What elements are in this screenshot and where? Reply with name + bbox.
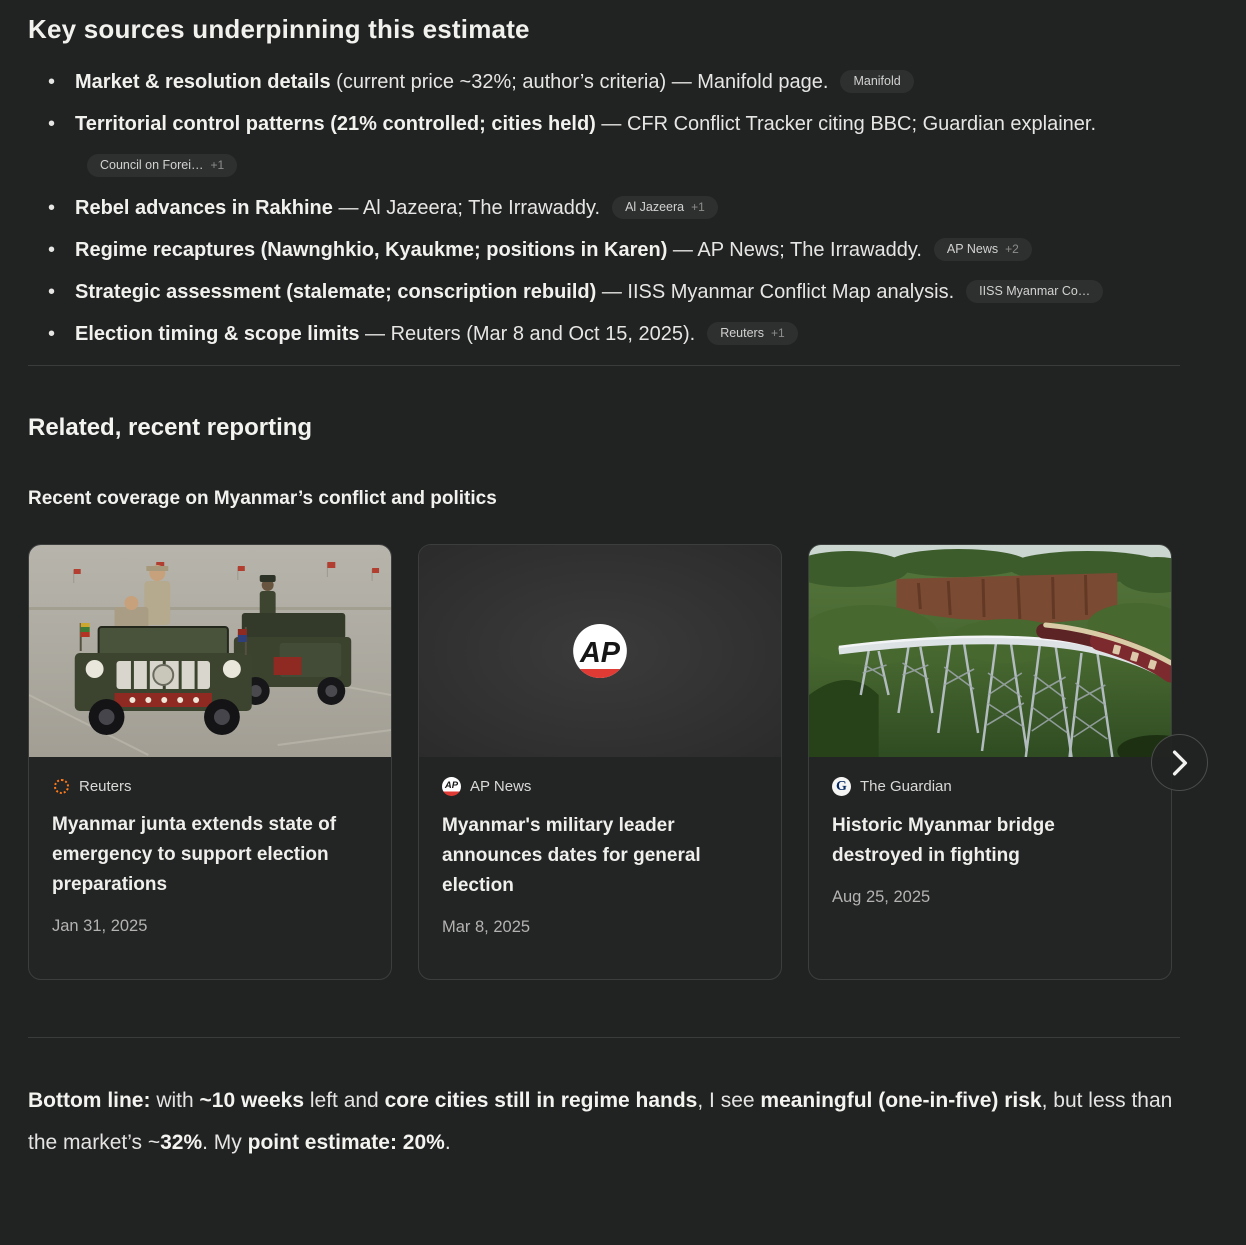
citation-badge-extra: +2 (1005, 242, 1019, 257)
source-item-lead: Regime recaptures (Nawnghkio, Kyaukme; positions in Karen) (75, 239, 668, 261)
card-body (29, 757, 391, 936)
card-date: Mar 8, 2025 (442, 918, 531, 937)
source-item-rest: — Reuters (Mar 8 and Oct 15, 2025). (359, 323, 696, 345)
source-item-lead: Election timing & scope limits (75, 323, 360, 345)
source-item-rest: — CFR Conflict Tracker citing BBC; Guardian explainer. (595, 113, 1097, 135)
citation-badge[interactable] (966, 280, 1103, 303)
source-item-rest: — AP News; The Irrawaddy. (667, 239, 922, 261)
card-source-row (442, 777, 758, 796)
bridge-image (809, 545, 1171, 757)
card-title: Historic Myanmar bridge destroyed in fighting (832, 815, 1055, 867)
citation-badge[interactable] (934, 238, 1032, 261)
citation-badge-label: Council on Forei… (100, 158, 204, 172)
section-divider (28, 365, 1180, 366)
source-item-lead: Market & resolution details (75, 71, 331, 93)
related-heading: Related, recent reporting (28, 414, 313, 441)
source-item-rebel (28, 187, 1180, 229)
citation-badge-label: IISS Myanmar Co… (979, 284, 1091, 298)
card-date: Jan 31, 2025 (52, 917, 148, 936)
card-source-name: AP News (470, 778, 532, 795)
citation-badge-label: Al Jazeera (625, 200, 685, 214)
source-item-lead: Rebel advances in Rakhine (75, 197, 333, 219)
card-source-row (832, 777, 1148, 796)
section-divider (28, 1037, 1180, 1038)
news-card-guardian[interactable] (808, 544, 1172, 980)
citation-badge-extra: +1 (691, 200, 705, 215)
citation-badge[interactable] (612, 196, 718, 219)
source-item-territorial (28, 103, 1180, 187)
chevron-right-icon (1152, 735, 1207, 791)
related-subheading: Recent coverage on Myanmar’s conflict and politics (28, 488, 497, 509)
source-item-lead: Territorial control patterns (21% controlled; cities held) (75, 113, 596, 135)
card-body (809, 757, 1171, 907)
news-card-reuters[interactable] (28, 544, 392, 980)
carousel-next-button[interactable] (1151, 734, 1208, 791)
source-item-lead: Strategic assessment (stalemate; conscription rebuild) (75, 281, 597, 303)
parade-image (29, 545, 391, 757)
citation-badge[interactable] (707, 322, 797, 345)
card-source-name: Reuters (79, 777, 132, 795)
citation-badge-label: Manifold (853, 74, 901, 88)
citation-badge[interactable] (840, 70, 913, 93)
source-item-rest: — Al Jazeera; The Irrawaddy. (332, 197, 601, 219)
card-title: Myanmar's military leader announces dates for general election (442, 815, 701, 897)
source-item-rest: — IISS Myanmar Conflict Map analysis. (596, 281, 955, 303)
source-item-recaptures (28, 229, 1180, 271)
citation-badge-extra: +1 (210, 158, 225, 173)
card-body (419, 757, 781, 937)
source-item-strategic (28, 271, 1180, 313)
citation-badge-label: AP News (946, 242, 999, 256)
source-item-rest: (current price ~32%; author’s criteria) — Manifold page. (330, 71, 829, 93)
card-date: Aug 25, 2025 (832, 888, 931, 907)
reuters-logo-icon (52, 777, 70, 795)
ap-logo-icon: AP (442, 777, 461, 796)
citation-badge-label: Reuters (720, 326, 764, 340)
guardian-logo-icon: G (832, 777, 851, 796)
news-card-carousel (28, 544, 1172, 980)
citation-badge[interactable] (87, 154, 237, 177)
key-sources-heading: Key sources underpinning this estimate (28, 14, 530, 44)
bottom-line-paragraph: Bottom line: with ~10 weeks left and core cities still in regime hands, I see meaningful (one-in-five) risk, but less than the market’s ~32%. My point estimate: 20%. (28, 1089, 1173, 1154)
card-title: Myanmar junta extends state of emergency to support election preparations (52, 814, 337, 896)
source-item-market (28, 61, 1180, 103)
card-source-name: The Guardian (860, 778, 952, 795)
card-source-row (52, 777, 368, 795)
source-item-election-timing (28, 313, 1180, 355)
news-card-ap[interactable] (418, 544, 782, 980)
key-sources-list (28, 61, 1180, 355)
ap-logo-text: AP (579, 636, 621, 670)
ap-placeholder-image (419, 545, 781, 757)
citation-badge-extra: +1 (770, 326, 785, 341)
